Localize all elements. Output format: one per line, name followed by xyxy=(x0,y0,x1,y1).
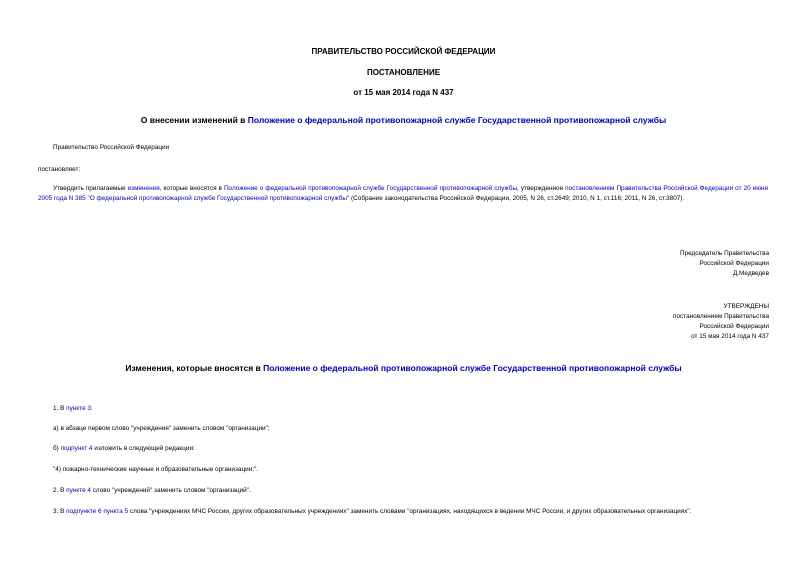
title-regulation-link[interactable]: Положение о федеральной противопожарной службе Государственной противопожарной службы xyxy=(247,115,667,125)
item-1-end: : xyxy=(90,405,93,412)
government-line: Правительство Российской Федерации xyxy=(53,144,170,151)
item-2 xyxy=(53,486,251,496)
item-2-link[interactable]: пункте 4 xyxy=(66,487,91,494)
resolution-385-link[interactable]: постановлением Правительства Российской Федерации от 20 июня 2005 года N 385 "О федеральной противопожарной службе Государственной противопожарной службы" xyxy=(38,185,769,202)
approved-by: постановлением Правительства xyxy=(673,313,769,320)
item-b-text: б) xyxy=(53,445,61,452)
item-3 xyxy=(53,507,691,517)
approved-date: от 15 мая 2014 года N 437 xyxy=(691,333,769,340)
document-type: ПОСТАНОВЛЕНИЕ xyxy=(366,68,441,77)
approve-text-2: , которые вносятся в xyxy=(159,185,224,192)
approved-country: Российской Федерации xyxy=(699,323,769,330)
item-b-link[interactable]: подпункт 4 xyxy=(60,445,93,452)
approve-text-4: (Собрание законодательства Российской Федерации, 2005, N 26, ст.2649; 2010, N 1, ст.116; 2011, N 26, ст.3807). xyxy=(349,195,685,202)
item-a: а) в абзаце первом слово "учреждения" заменить словом "организации"; xyxy=(53,425,270,432)
title-prefix: О внесении изменений в xyxy=(140,115,248,125)
resolves-line: постановляет: xyxy=(38,166,81,173)
item-b xyxy=(53,444,195,454)
document-title xyxy=(0,115,807,125)
item-b-end: изложить в следующей редакции: xyxy=(92,445,195,452)
approved-block xyxy=(673,302,769,342)
item-2-end: слово "учреждений" заменить словом "организаций". xyxy=(90,487,251,494)
item-3-text: 3. В xyxy=(53,508,67,515)
approved-label: УТВЕРЖДЕНЫ xyxy=(723,303,769,310)
changes-prefix: Изменения, которые вносятся в xyxy=(125,363,264,373)
regulation-link[interactable]: Положение о федеральной противопожарной службе Государственной противопожарной службы xyxy=(223,185,518,192)
item-3-link[interactable]: подпункте 6 пункта 5 xyxy=(66,508,129,515)
item-3-end: слова "учреждениях МЧС России, других образовательных учреждениях" заменить словами "организациях, находящихся в ведении МЧС России, и других образовательных организациях". xyxy=(128,508,692,515)
changes-title xyxy=(0,363,807,373)
item-1-link[interactable]: пункте 3 xyxy=(66,405,91,412)
item-quote: "4) пожарно-технические научные и образовательные организации;". xyxy=(53,466,259,473)
changes-link[interactable]: изменения xyxy=(127,185,160,192)
authority-heading: ПРАВИТЕЛЬСТВО РОССИЙСКОЙ ФЕДЕРАЦИИ xyxy=(311,47,496,56)
item-1-text: 1. В xyxy=(53,405,67,412)
approve-text-3: , утвержденное xyxy=(517,185,566,192)
signature-name: Д.Медведев xyxy=(732,270,769,277)
approve-text-1: Утвердить прилагаемые xyxy=(53,185,128,192)
document-date-number: от 15 мая 2014 года N 437 xyxy=(353,88,454,97)
signature-position: Председатель Правительства xyxy=(680,250,769,257)
item-1 xyxy=(53,404,93,414)
approve-paragraph xyxy=(38,184,768,204)
item-2-text: 2. В xyxy=(53,487,67,494)
changes-regulation-link[interactable]: Положение о федеральной противопожарной службе Государственной противопожарной службы xyxy=(263,363,682,373)
signature-block xyxy=(680,249,769,279)
signature-country: Российской Федерации xyxy=(699,260,769,267)
